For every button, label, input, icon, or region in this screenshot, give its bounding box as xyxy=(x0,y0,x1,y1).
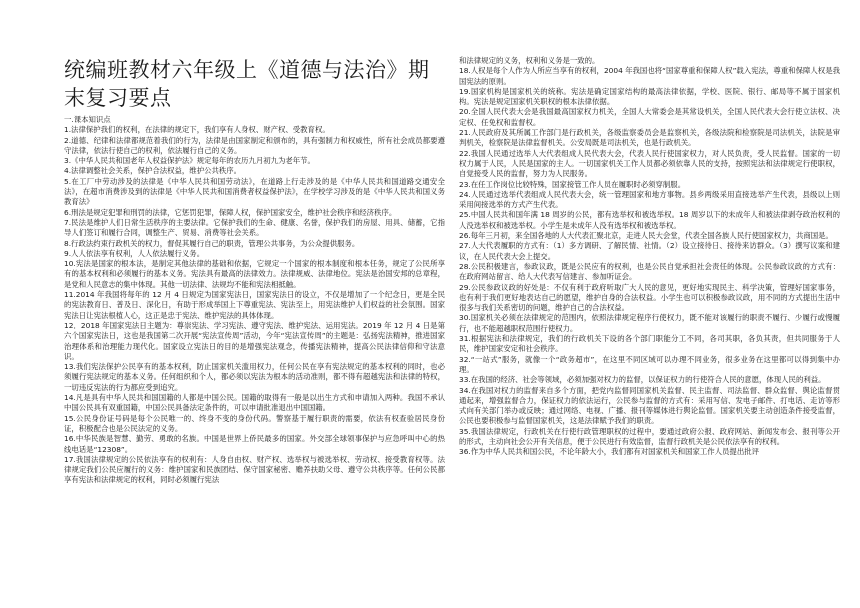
left-paragraph-list xyxy=(64,125,445,485)
left-column xyxy=(64,56,445,598)
paragraph: 36.作为中华人民共和国公民，不论年龄大小，我们都有对国家机关和国家工作人员提出批评 xyxy=(459,447,759,457)
document-title: 统编班教材六年级上《道德与法治》期末复习要点 xyxy=(64,58,430,110)
right-paragraph-list xyxy=(459,56,840,458)
paragraph: 12．2018 年国家宪法日主题为：尊崇宪法、学习宪法、遵守宪法、维护宪法、运用宪法。2019 年 12 月 4 日是第六个国家宪法日，这也是我国第二次开展“宪法宣传周”活动，今年“宪法宣传周”的主题是：弘扬宪法精神，推进国家治理体系和治理能力现代化。国家设立宪法日的目的是增强宪法观念，传播宪法精神，提高公民法律信仰和守法意识。 xyxy=(64,320,445,361)
paragraph: 10.宪法是国家的根本法，是制定其他法律的基础和依据，它规定一个国家的根本制度和根本任务，规定了公民所享有的基本权利和必须履行的基本义务。宪法具有最高的法律效力。法律规威、法律地位。宪法是治国安邦的总章程，是党和人民意志的集中体现。其他一切法律、法规均不能和宪法相抵触。 xyxy=(64,259,445,289)
paragraph: 21.人民政府及其所属工作部门是行政机关，各级监察委员会是监察机关，各级法院和检察院是司法机关，法院是审判机关，检察院是法律监督机关。公安局既是司法机关，也是行政机关。 xyxy=(459,128,840,148)
paragraph: 2.道德、纪律和法律都规范着我们的行为，法律是由国家制定和颁布的，具有强制力和权威性，所有社会成员都要遵守法律，依法行使自己的权利，依法履行自己的义务。 xyxy=(64,135,445,155)
paragraph: 11.2014 年我国将每年的 12 月 4 日规定为国家宪法日，国家宪法日的设立，不仅是增加了一个纪念日，更是全民的宪法教育日、普及日、深化日，有助于形成举国上下尊重宪法、宪法至上，用宪法维护人们权益的社会氛围。国家宪法日让宪法根植人心，这正是忠于宪法、维护宪法的具体体现。 xyxy=(64,290,445,320)
paragraph: 28.公民积极建言，参政议政，既是公民应有的权利，也是公民自觉承担社会责任的体现。公民参政议政的方式有：在政府网站留言、给人大代表写信建言、参加听证会。 xyxy=(459,261,840,282)
paragraph: 29.公民参政议政的好处是：不仅有利于政府听取广大人民的意见，更好地实现民主、科学决策，管理好国家事务，也有利于我们更好地表达自己的愿望，维护自身的合法权益。小学生也可以积极参政议政，用不同的方式提出生活中很多与我们关系密切的问题，维护自己的合法权益。 xyxy=(459,282,840,313)
paragraph: 17.我国法律规定的公民依法享有的权利有：人身自由权、财产权、选举权与被选举权、劳动权、接受教育权等。法律规定我们公民应履行的义务：维护国家和民族团结、保守国家秘密、赡养扶助父母、遵守公共秩序等。任何公民都享有宪法和法律规定的权利，同时必须履行宪法 xyxy=(64,454,445,485)
paragraph: 34.在我国对权力的监督来自多个方面，把党内监督同国家机关监督、民主监督、司法监督、群众监督、舆论监督贯通起来，增强监督合力，保证权力的依法运行，公民参与监督的方式有：采用写信、发电子邮件、打电话、走访等形式向有关部门举办或反映；通过网络、电视、广播、报刊等媒体进行舆论监督。国家机关要主动创造条件接受监督，公民也要积极参与监督国家机关，这是法律赋予我们的职责。 xyxy=(459,385,840,426)
paragraph: 9.人人依法享有权利，人人依法履行义务。 xyxy=(64,248,205,258)
paragraph: 4.法律调整社会关系，保护合法权益，维护公共秩序。 xyxy=(64,166,242,176)
paragraph: 27.人大代表履职的方式有：（1）多方调研、了解民情、社情。（2）设立接待日、接待来访群众。（3）撰写议案和建议，在人民代表大会上提交。 xyxy=(459,241,840,261)
paragraph: 22.我国人民通过选举人大代表组成人民代表大会，代表人民行使国家权力，对人民负责，受人民监督。国家的一切权力属于人民，人民是国家的主人。一切国家机关工作人员都必须依靠人民的支持，按照宪法和法律规定行使职权，自觉接受人民的监督，努力为人民服务。 xyxy=(459,148,840,179)
paragraph: 1.法律保护我们的权利，在法律的规定下，我们享有人身权、财产权、受教育权。 xyxy=(64,125,330,135)
paragraph: 16.中华民族是智慧、勤劳、勇敢的名族。中国是世界上侨民最多的国家。外交部全球领事保护与应急呼叫中心的热线电话是“12308”。 xyxy=(64,434,445,454)
paragraph: 35.我国法律规定，行政机关在行使行政管理职权的过程中，要通过政府公报、政府网站、新闻发布会、报刊等公开的形式，主动向社会公开有关信息，便于公民进行有效监督，监督行政机关是公民依法享有的权利。 xyxy=(459,426,840,446)
paragraph: 23.在任工作岗位比较特殊，国家接管工作人员在履职时必须穿制服。 xyxy=(459,179,686,189)
paragraph: 19.国家机构是国家机关的统称。宪法是确定国家结构的最高法律依据，学校、医院、银行、邮局等不属于国家机构。宪法是规定国家机关职权的根本法律依据。 xyxy=(459,86,840,107)
paragraph: 6.刑法是规定犯罪和刑罚的法律，它惩罚犯罪，保障人权，保护国家安全，维护社会秩序和经济秩序。 xyxy=(64,207,397,217)
paragraph: 7.民法是维护人们日常生活秩序的主要法律。它保护我们的生命、健康、名誉，保护我们的房屋、用具、储蓄，它指导人们签订和履行合同，调整生产、贸易、消费等社会关系。 xyxy=(64,217,445,238)
paragraph: 8.行政法约束行政机关的权力，督促其履行自己的职责，管理公共事务，为公众提供服务。 xyxy=(64,238,360,248)
paragraph: 3.《中华人民共和国老年人权益保护法》规定每年的农历九月初九为老年节。 xyxy=(64,156,315,166)
paragraph: 31.根据宪法和法律规定，我们的行政机关下设的各个部门职能分工不同，各司其职，各负其责，但共同服务于人民，维护国家安定和社会秩序。 xyxy=(459,334,840,354)
paragraph: 33.在我国的经济、社会等领域，必须加强对权力的监督，以保证权力的行使符合人民的意愿，体现人民的利益。 xyxy=(459,375,826,385)
paragraph: 26.每年三月初，来全国各地的人大代表汇聚北京，走进人民大会堂，代表全国各族人民行使国家权力，共商国是。 xyxy=(459,231,833,241)
paragraph: 32.“一站式”服务，就像一个“政务超市”，在这里不同区域可以办理不同业务，很多业务在这里都可以得到集中办理。 xyxy=(459,354,840,374)
paragraph: 13.我们宪法保护公民享有的基本权利，防止国家机关滥用权力，任何公民在享有宪法规定的基本权利的同时，也必须履行宪法规定的基本义务。任何组织和个人，都必须以宪法为根本的活动准则，都不得有超越宪法和法律的特权，一切违反宪法的行为都应受到追究。 xyxy=(64,362,445,392)
paragraph: 18.人权是每个人作为人所应当享有的权利，2004 年我国也将“国家尊重和保障人权”载入宪法，尊重和保障人权是我国宪法的原则。 xyxy=(459,66,840,86)
paragraph: 15.公民身份证号码是每个公民唯一的、终身不变的身份代码。警察基于履行职责的需要，依法有权查验居民身份证，积极配合也是公民法定的义务。 xyxy=(64,413,445,433)
right-column xyxy=(459,56,840,598)
paragraph: 14.凡是具有中华人民共和国国籍的人都是中国公民。国籍的取得有一般是以出生方式和申请加入两种。我国不承认中国公民具有双重国籍，中国公民具备法定条件的，可以申请批准退出中国国籍。 xyxy=(64,393,445,413)
section-heading: 一.课本知识点 xyxy=(64,115,111,124)
paragraph: 20.全国人民代表大会是我国最高国家权力机关，全国人大常委会是其常设机关，全国人民代表大会行使立法权、决定权、任免权和监督权。 xyxy=(459,107,840,127)
paragraph: 和法律规定的义务，权利和义务是一致的。 xyxy=(459,56,600,65)
paragraph: 24.人民通过选举代表组成人民代表大会，统一管理国家和地方事物。县乡两级采用直接选举产生代表，县级以上则采用间接选举的方式产生代表。 xyxy=(459,189,840,210)
paragraph: 5.在工厂中劳动涉及的法律是《中华人民共和国劳动法》，在道路上行走涉及的是《中华人民共和国道路交通安全法》，在超市消费涉及到的法律是《中华人民共和国消费者权益保护法》，在学校学习涉及的是《中华人民共和国义务教育法》 xyxy=(64,176,445,207)
paragraph: 30.国家机关必须在法律规定的范围内，依照法律规定程序行使权力，既不能对该履行的职责不履行、少履行或慢履行，也不能超越职权范围行使权力。 xyxy=(459,313,840,333)
paragraph: 25.中国人民共和国年满 18 周岁的公民，都有选举权和被选举权。18 周岁以下的未成年人和被法律剥夺政治权利的人没选举权和被选举权。小学生是未成年人没有选举权和被选举权。 xyxy=(459,210,840,230)
